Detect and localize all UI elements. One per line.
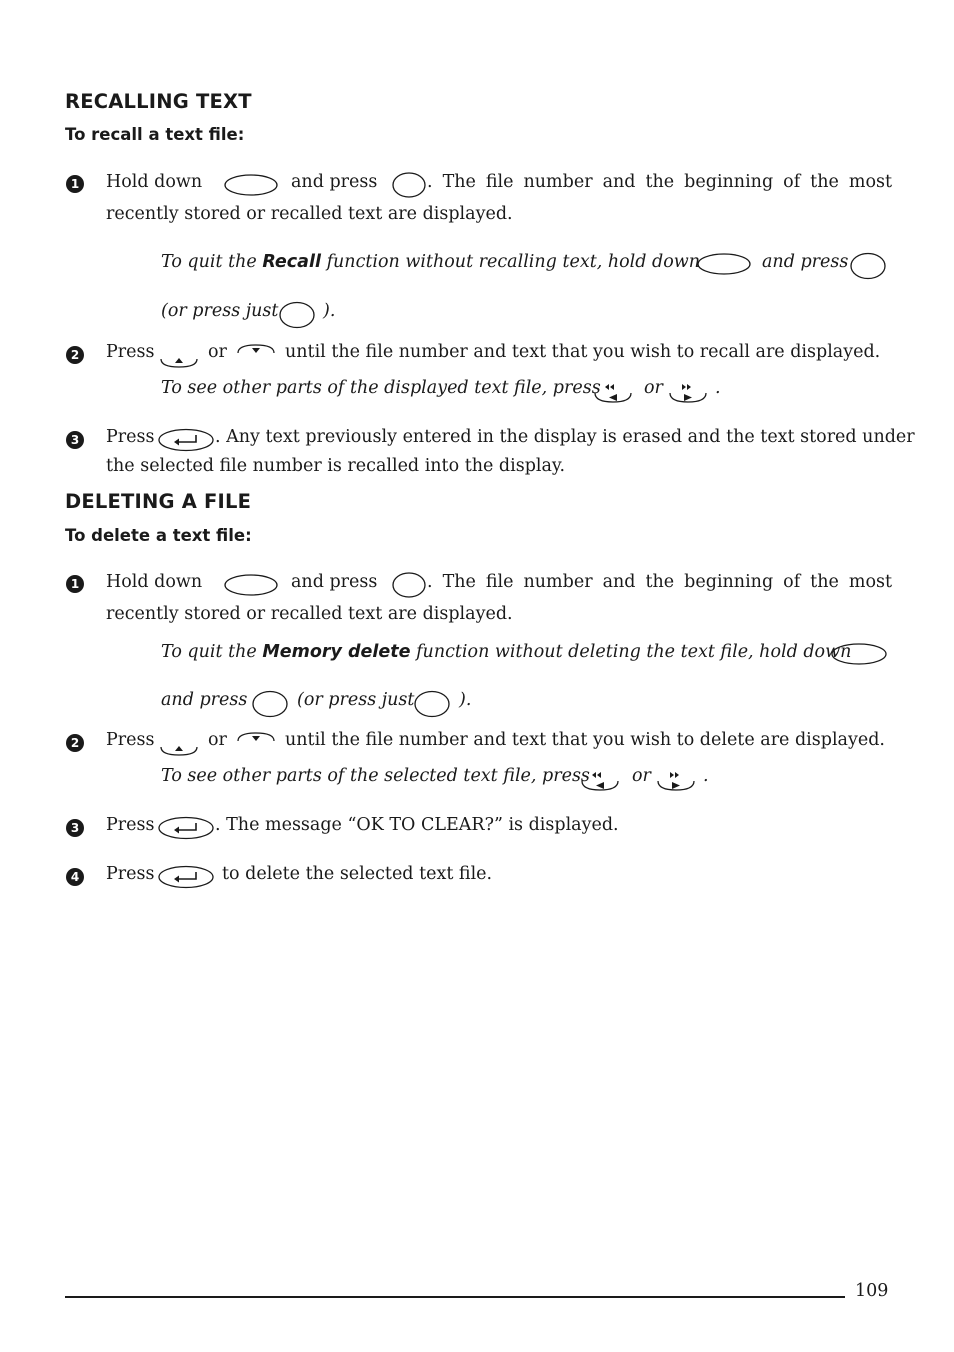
return-key-icon <box>158 428 214 452</box>
round-key-icon <box>392 172 426 198</box>
step-text: Press <box>106 427 155 447</box>
step-text: the selected file number is recalled into the display. <box>106 456 566 476</box>
note-text: or <box>644 378 663 398</box>
note-text: ). <box>459 690 472 710</box>
round-key-icon <box>252 690 288 718</box>
note-text: (or press just <box>161 301 279 321</box>
step-number: 1 <box>66 575 84 593</box>
code-key-icon <box>224 174 278 196</box>
cursor-up-key-icon <box>159 741 199 757</box>
note-text: (or press just <box>297 690 415 710</box>
note-text: To quit the Recall function without recalling text, hold down <box>161 252 701 272</box>
note-text: ). <box>323 301 336 321</box>
cursor-right-key-icon <box>668 380 708 404</box>
round-key-icon <box>279 301 315 329</box>
step-text: Hold down <box>106 572 203 592</box>
code-key-icon <box>697 253 751 275</box>
return-key-icon <box>158 816 214 840</box>
section-title-recall: RECALLING TEXT <box>65 90 252 113</box>
cursor-left-key-icon <box>593 380 633 404</box>
function-name: Recall <box>262 252 321 272</box>
cursor-down-key-icon <box>236 343 276 359</box>
cursor-up-key-icon <box>159 353 199 369</box>
step-text: . The message “OK TO CLEAR?” is displayed. <box>215 815 619 835</box>
note-text: To see other parts of the displayed text file, press <box>161 378 601 398</box>
note-text: . <box>703 766 709 786</box>
step-text: and press <box>291 572 378 592</box>
round-key-icon <box>414 690 450 718</box>
step-text: or <box>208 342 227 362</box>
section-subtitle-delete: To delete a text file: <box>65 526 252 545</box>
cursor-left-key-icon <box>580 768 620 792</box>
step-text: Press <box>106 815 155 835</box>
step-text: Hold down <box>106 172 203 192</box>
function-name: Memory delete <box>262 642 411 662</box>
page-number: 109 <box>855 1281 889 1301</box>
note-text: . <box>715 378 721 398</box>
step-text: recently stored or recalled text are displayed. <box>106 204 513 224</box>
step-text: . Any text previously entered in the display is erased and the text stored under <box>215 427 915 447</box>
footer-rule <box>65 1296 845 1298</box>
round-key-icon <box>392 572 426 598</box>
return-key-icon <box>158 865 214 889</box>
step-text: . The file number and the beginning of the most <box>427 572 892 592</box>
cursor-down-key-icon <box>236 731 276 747</box>
note-text: or <box>632 766 651 786</box>
step-text: Press <box>106 864 155 884</box>
step-text: until the file number and text that you wish to recall are displayed. <box>285 342 881 362</box>
round-key-icon <box>850 252 886 280</box>
code-key-icon <box>224 574 278 596</box>
step-number: 1 <box>66 175 84 193</box>
step-text: Press <box>106 730 155 750</box>
step-number: 3 <box>66 819 84 837</box>
code-key-icon <box>831 643 887 665</box>
step-text: recently stored or recalled text are displayed. <box>106 604 513 624</box>
step-text: until the file number and text that you wish to delete are displayed. <box>285 730 885 750</box>
note-text: and press <box>762 252 849 272</box>
step-number: 2 <box>66 734 84 752</box>
cursor-right-key-icon <box>656 768 696 792</box>
note-text: and press <box>161 690 248 710</box>
section-subtitle-recall: To recall a text file: <box>65 125 245 144</box>
step-number: 4 <box>66 868 84 886</box>
step-text: or <box>208 730 227 750</box>
step-text: and press <box>291 172 378 192</box>
step-number: 3 <box>66 431 84 449</box>
step-text: to delete the selected text file. <box>222 864 493 884</box>
step-number: 2 <box>66 346 84 364</box>
step-text: Press <box>106 342 155 362</box>
note-text: To see other parts of the selected text file, press <box>161 766 590 786</box>
step-text: . The file number and the beginning of the most <box>427 172 892 192</box>
note-text: To quit the Memory delete function without deleting the text file, hold down <box>161 642 852 662</box>
section-title-delete: DELETING A FILE <box>65 490 252 513</box>
